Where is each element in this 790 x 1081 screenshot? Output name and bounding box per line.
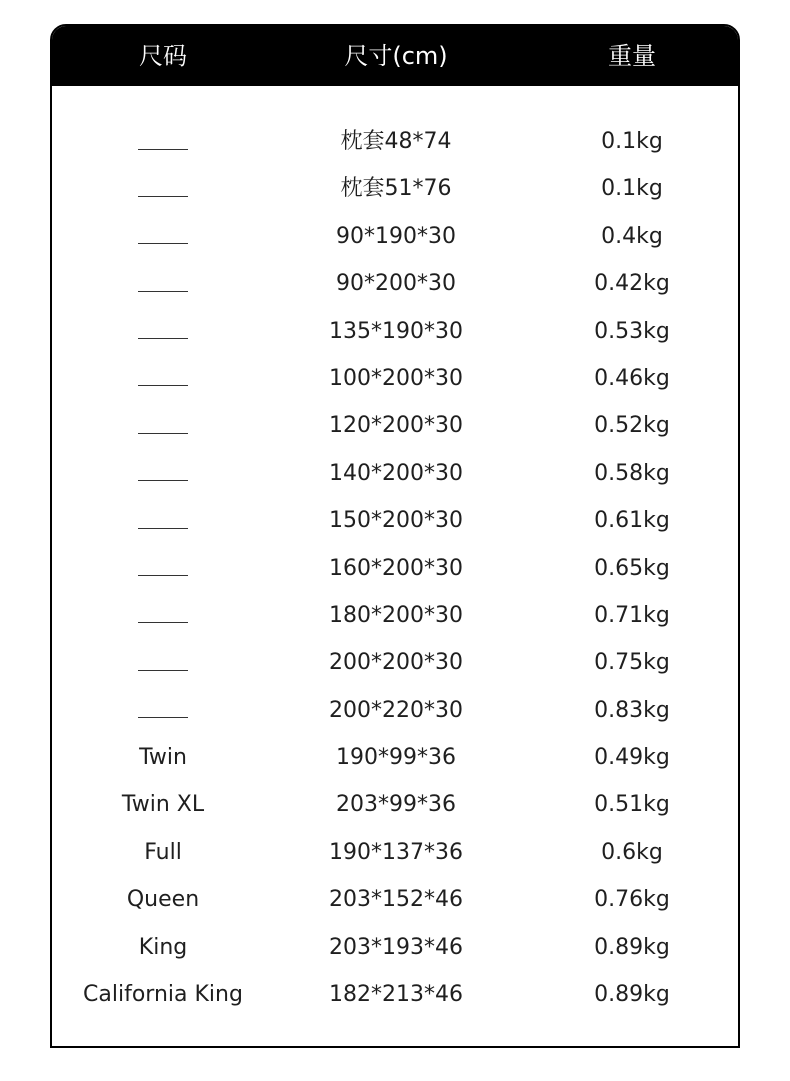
empty-size-dash <box>138 480 188 481</box>
weight-cell: 0.58kg <box>594 460 670 486</box>
weight-cell: 0.46kg <box>594 365 670 391</box>
size-cell <box>138 308 188 355</box>
size-cell <box>139 924 187 971</box>
size-cell <box>138 118 188 165</box>
size-label: Twin <box>139 745 187 771</box>
empty-size-dash <box>138 338 188 339</box>
empty-size-dash <box>138 575 188 576</box>
empty-size-dash <box>138 528 188 529</box>
table-row <box>52 734 738 781</box>
table-row <box>52 639 738 686</box>
dimensions-cell: 200*200*30 <box>329 650 463 676</box>
dimensions-cell: 100*200*30 <box>329 365 463 391</box>
size-cell <box>138 260 188 307</box>
size-cell <box>139 734 187 781</box>
empty-size-dash <box>138 243 188 244</box>
dimensions-cell: 140*200*30 <box>329 460 463 486</box>
weight-cell: 0.49kg <box>594 745 670 771</box>
table-row <box>52 592 738 639</box>
weight-cell: 0.83kg <box>594 697 670 723</box>
weight-cell: 0.1kg <box>601 129 663 154</box>
dimensions-cell: 90*190*30 <box>336 223 456 249</box>
weight-cell: 0.52kg <box>594 413 670 439</box>
table-body <box>52 118 738 1018</box>
dimensions-cell: 180*200*30 <box>329 602 463 628</box>
empty-size-dash <box>138 149 188 150</box>
table-header <box>52 26 738 86</box>
header-weight: 重量 <box>608 42 656 70</box>
empty-size-dash <box>138 717 188 718</box>
dimensions-cell: 120*200*30 <box>329 413 463 439</box>
size-cell <box>138 497 188 544</box>
weight-cell: 0.76kg <box>594 887 670 913</box>
table-row <box>52 829 738 876</box>
weight-cell: 0.53kg <box>594 318 670 344</box>
weight-cell: 0.75kg <box>594 650 670 676</box>
size-cell <box>138 592 188 639</box>
dimensions-cell: 150*200*30 <box>329 508 463 534</box>
size-cell <box>127 876 199 923</box>
dimensions-cell: 160*200*30 <box>329 555 463 581</box>
empty-size-dash <box>138 670 188 671</box>
size-cell <box>138 213 188 260</box>
dimensions-cell: 190*99*36 <box>336 745 456 771</box>
empty-size-dash <box>138 622 188 623</box>
size-cell <box>138 402 188 449</box>
empty-size-dash <box>138 291 188 292</box>
weight-cell: 0.51kg <box>594 792 670 818</box>
weight-cell: 0.42kg <box>594 271 670 297</box>
size-cell <box>144 829 182 876</box>
table-row <box>52 924 738 971</box>
size-cell <box>138 545 188 592</box>
table-row <box>52 781 738 828</box>
empty-size-dash <box>138 385 188 386</box>
table-row <box>52 687 738 734</box>
size-label: Queen <box>126 887 200 913</box>
table-row <box>52 497 738 544</box>
size-label: California King <box>83 982 243 1008</box>
weight-cell: 0.89kg <box>594 982 670 1008</box>
size-cell <box>138 639 188 686</box>
table-row <box>52 165 738 212</box>
header-dimensions: 尺寸(cm) <box>344 42 448 70</box>
size-cell <box>138 165 188 212</box>
table-row <box>52 876 738 923</box>
table-row <box>52 213 738 260</box>
size-chart-table <box>50 24 740 1048</box>
dimensions-cell: 190*137*36 <box>329 839 463 865</box>
table-row <box>52 355 738 402</box>
weight-cell: 0.61kg <box>594 508 670 534</box>
empty-size-dash <box>138 433 188 434</box>
dimensions-cell: 200*220*30 <box>329 697 463 723</box>
weight-cell: 0.4kg <box>601 223 663 249</box>
dimensions-cell: 90*200*30 <box>336 271 456 297</box>
table-row <box>52 118 738 165</box>
table-row <box>52 260 738 307</box>
weight-cell: 0.65kg <box>594 555 670 581</box>
table-row <box>52 971 738 1018</box>
weight-cell: 0.89kg <box>594 934 670 960</box>
weight-cell: 0.71kg <box>594 602 670 628</box>
size-label: Twin XL <box>121 792 205 818</box>
dimensions-cell: 203*99*36 <box>336 792 456 818</box>
size-label: Full <box>144 839 182 865</box>
dimensions-cell: 135*190*30 <box>329 318 463 344</box>
weight-cell: 0.1kg <box>601 176 663 202</box>
dimensions-cell: 182*213*46 <box>329 982 463 1008</box>
weight-cell: 0.6kg <box>601 839 663 865</box>
dimensions-cell: 枕套48*74 <box>340 129 452 154</box>
size-cell <box>83 971 243 1018</box>
dimensions-cell: 203*193*46 <box>329 934 463 960</box>
header-size: 尺码 <box>139 42 187 70</box>
size-label: King <box>138 934 188 960</box>
table-row <box>52 308 738 355</box>
table-row <box>52 402 738 449</box>
size-cell <box>138 687 188 734</box>
dimensions-cell: 枕套51*76 <box>340 176 452 202</box>
size-cell <box>122 781 204 828</box>
empty-size-dash <box>138 196 188 197</box>
table-row <box>52 545 738 592</box>
size-cell <box>138 450 188 497</box>
table-row <box>52 450 738 497</box>
dimensions-cell: 203*152*46 <box>329 887 463 913</box>
size-cell <box>138 355 188 402</box>
